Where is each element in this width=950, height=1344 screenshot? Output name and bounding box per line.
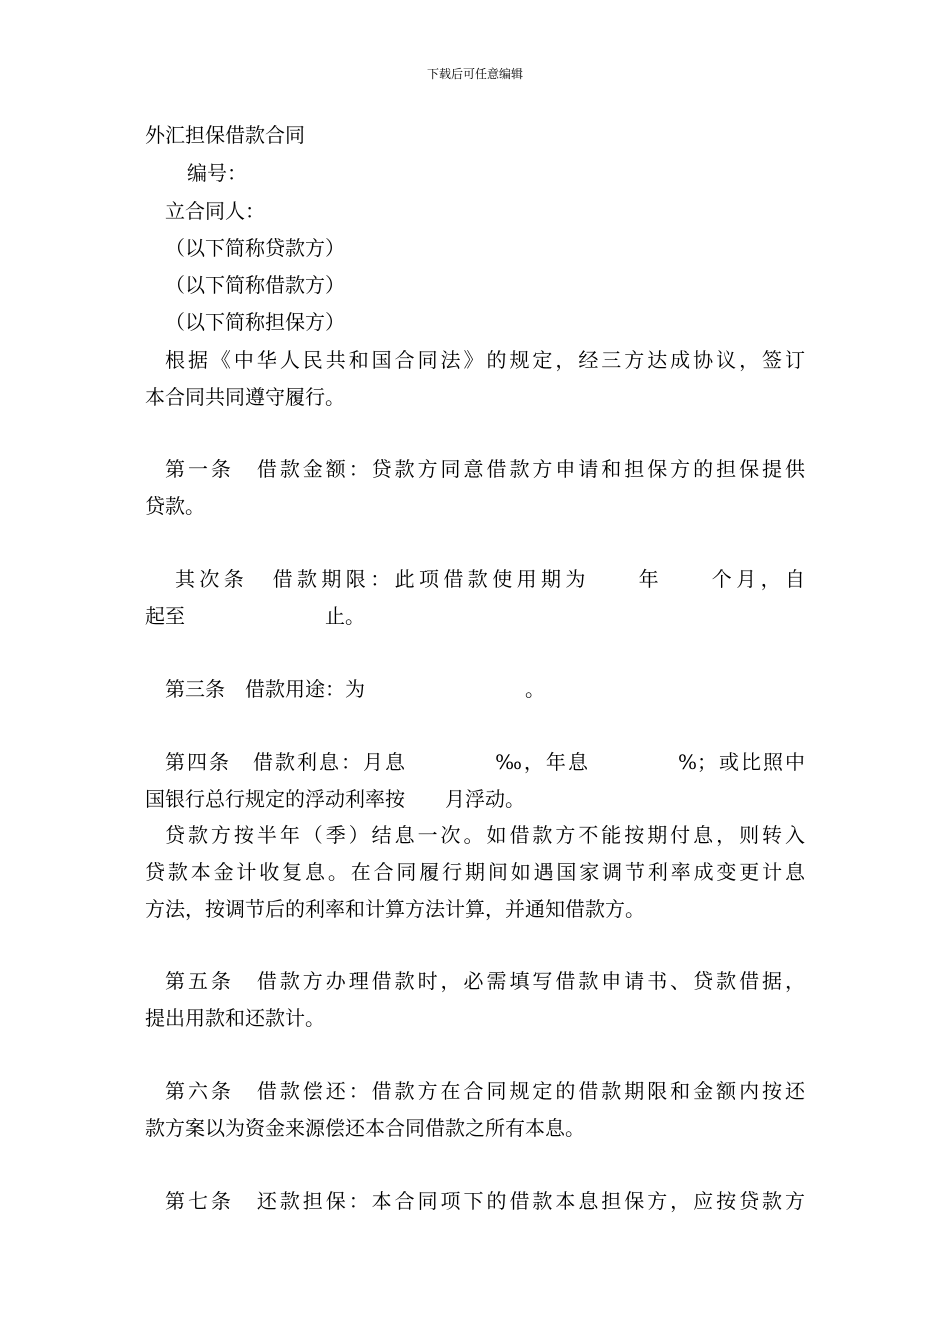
article-4-line-4: 贷款本金计收复息。在合同履行期间如遇国家调节利率成变更计息 xyxy=(145,860,805,884)
lender-line: （以下简称贷款方） xyxy=(165,236,345,260)
article-1-line-1: 第一条 借款金额：贷款方同意借款方申请和担保方的担保提供 xyxy=(165,457,805,481)
document-title: 外汇担保借款合同 xyxy=(145,123,305,147)
article-5-line-1: 第五条 借款方办理借款时，必需填写借款申请书、贷款借据， xyxy=(165,969,805,993)
page-header: 下载后可任意编辑 xyxy=(426,67,523,81)
article-4-line-3: 贷款方按半年（季）结息一次。如借款方不能按期付息，则转入 xyxy=(165,823,805,847)
article-7-line-1: 第七条 还款担保：本合同项下的借款本息担保方，应按贷款方 xyxy=(165,1189,805,1213)
parties-label: 立合同人： xyxy=(165,199,265,223)
article-1-line-2: 贷款。 xyxy=(145,494,205,518)
article-6-line-1: 第六条 借款偿还：借款方在合同规定的借款期限和金额内按还 xyxy=(165,1079,805,1103)
article-4-line-5: 方法，按调节后的利率和计算方法计算，并通知借款方。 xyxy=(145,897,645,921)
article-6-line-2: 款方案以为资金来源偿还本合同借款之所有本息。 xyxy=(145,1116,585,1140)
contract-number-label: 编号： xyxy=(187,161,247,185)
borrower-line: （以下简称借款方） xyxy=(165,273,345,297)
article-3-line-1: 第三条 借款用途：为 。 xyxy=(165,677,545,701)
guarantor-line: （以下简称担保方） xyxy=(165,310,345,334)
article-5-line-2: 提出用款和还款计。 xyxy=(145,1006,325,1030)
intro-paragraph-line-2: 本合同共同遵守履行。 xyxy=(145,385,345,409)
article-2-line-1: 其次条 借款期限：此项借款使用期为 年 个月，自 xyxy=(175,567,805,591)
intro-paragraph-line-1: 根据《中华人民共和国合同法》的规定，经三方达成协议，签订 xyxy=(165,348,805,372)
article-2-line-2: 起至 止。 xyxy=(145,604,365,628)
article-4-line-1: 第四条 借款利息：月息 ‰，年息 %；或比照中 xyxy=(165,750,805,774)
article-4-line-2: 国银行总行规定的浮动利率按 月浮动。 xyxy=(145,787,525,811)
